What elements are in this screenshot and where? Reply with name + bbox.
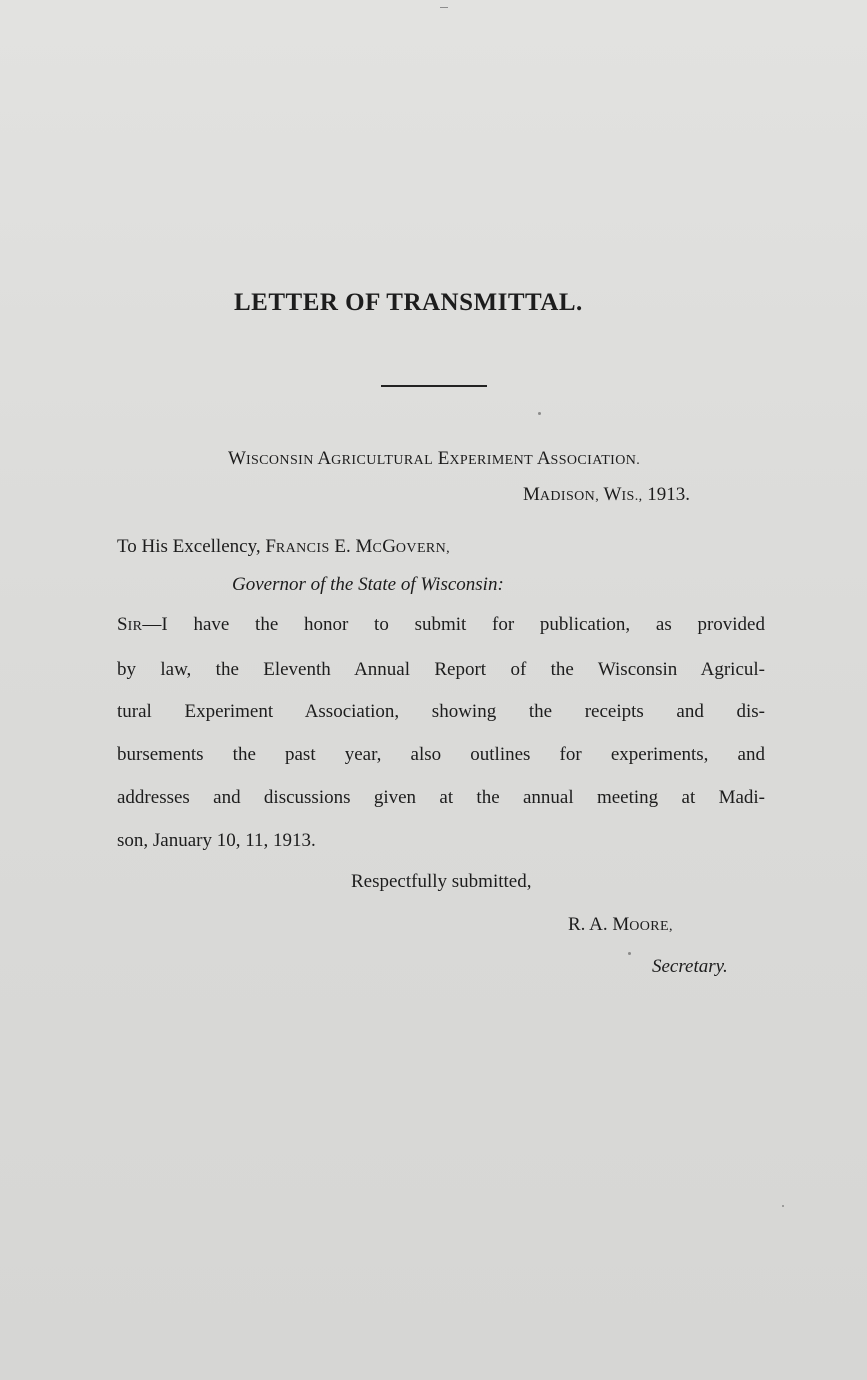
- assoc-word-1-cap: W: [228, 448, 246, 469]
- place-w-cap: W: [603, 484, 622, 505]
- body-line-5: addresses and discussions given at the annual meeting at Madi-: [117, 787, 765, 808]
- association-name: [228, 449, 640, 468]
- place-w-rest: IS.,: [621, 489, 643, 504]
- closing-line: Respectfully submitted,: [351, 871, 532, 892]
- salutation-mc-small: C: [372, 541, 383, 556]
- salutation-prefix: To His Excellency,: [117, 536, 261, 557]
- body-line-3: tural Experiment Association, showing the receipts and dis-: [117, 701, 765, 722]
- signer-title: Secretary.: [652, 956, 728, 977]
- assoc-word-2-cap: A: [317, 448, 332, 469]
- place-year: 1913.: [647, 484, 691, 505]
- assoc-word-1-rest: ISCONSIN: [245, 453, 314, 468]
- assoc-word-4-rest: SSOCIATION.: [550, 453, 641, 468]
- body-line-6: son, January 10, 11, 1913.: [117, 830, 316, 851]
- signer-m-cap: M: [612, 914, 630, 935]
- salutation-mc-pre: M: [355, 536, 373, 557]
- salutation-f-cap: F: [265, 536, 276, 557]
- sir-rest: IR: [127, 619, 143, 634]
- body-line-2: by law, the Eleventh Annual Report of the Wisconsin Agricul-: [117, 659, 765, 680]
- page-title: LETTER OF TRANSMITTAL.: [234, 289, 583, 316]
- paper-speck: [628, 952, 631, 955]
- salutation-mc-cap: G: [382, 536, 396, 557]
- title-divider: [381, 385, 487, 387]
- paper-speck: [538, 412, 541, 415]
- salutation-f-rest: RANCIS: [275, 541, 330, 556]
- body-line-4: bursements the past year, also outlines for experiments, and: [117, 744, 765, 765]
- assoc-word-2-rest: GRICULTURAL: [331, 453, 434, 468]
- place-m-rest: ADISON,: [539, 489, 600, 504]
- sir-cap: S: [117, 614, 128, 635]
- place-and-date: [523, 485, 690, 504]
- signer-m-rest: OORE,: [629, 919, 673, 934]
- assoc-word-3-cap: E: [437, 448, 450, 469]
- assoc-word-3-rest: XPERIMENT: [449, 453, 534, 468]
- place-m-cap: M: [523, 484, 540, 505]
- salutation-mc-rest: OVERN,: [395, 541, 451, 556]
- body-line-1: [117, 615, 765, 634]
- signer-initials: R. A.: [568, 914, 608, 935]
- body-line-1-text: —I have the honor to submit for publication, as provided: [142, 614, 765, 635]
- paper-speck: [782, 1205, 784, 1207]
- salutation-middle: E.: [334, 536, 351, 557]
- salutation-line: [117, 537, 450, 556]
- assoc-word-4-cap: A: [536, 448, 551, 469]
- paper-speck: [440, 7, 448, 8]
- signer-name: [568, 915, 673, 934]
- governor-line: Governor of the State of Wisconsin:: [232, 574, 504, 595]
